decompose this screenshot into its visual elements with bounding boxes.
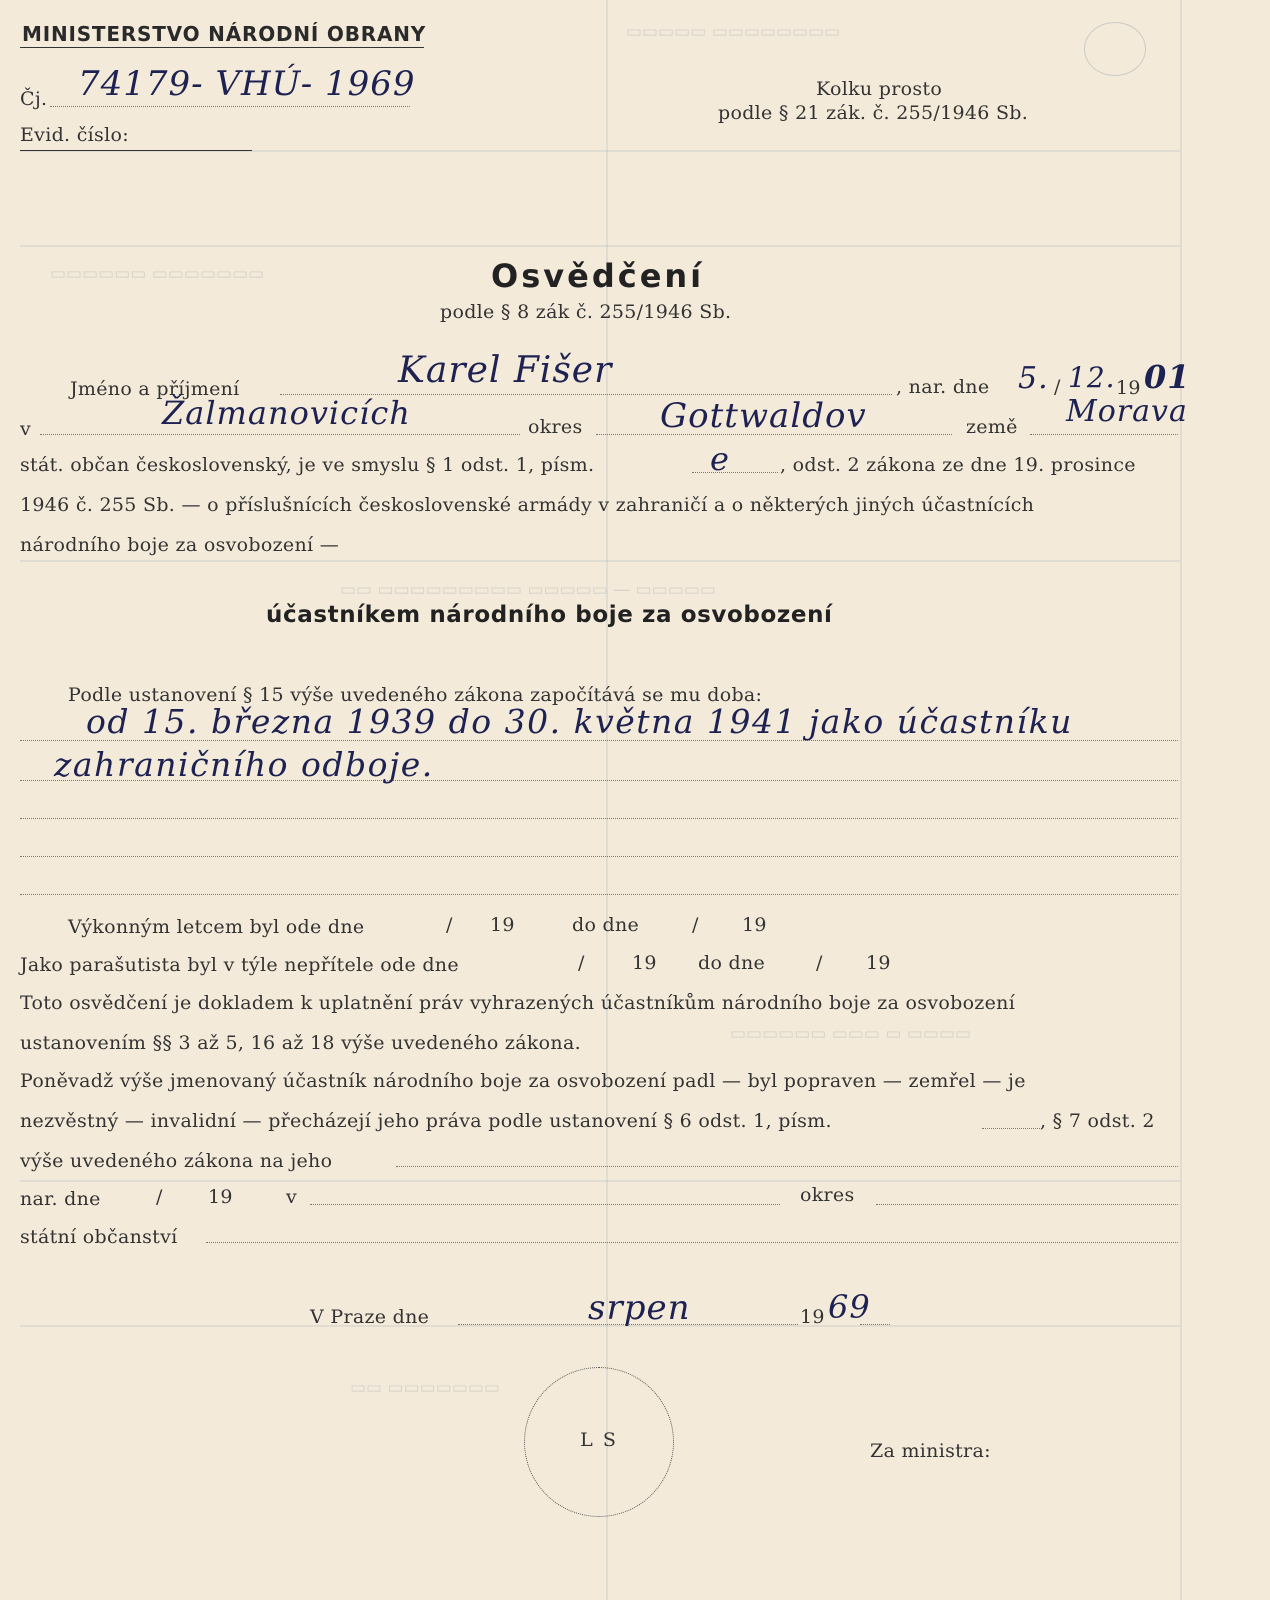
rights-line4-a: nezvěstný — invalidní — přecházejí jeho práva podle ustanovení § 6 odst. 1, písm. <box>20 1110 832 1132</box>
rights-letter-line <box>982 1128 1040 1129</box>
pilot-until-year: 19 <box>742 914 767 936</box>
pilot-label: Výkonným letcem byl ode dne <box>68 916 365 938</box>
show-through-text: ▭▭▭▭▭▭ ▭▭▭▭▭▭▭ <box>50 264 265 284</box>
evid-label: Evid. číslo: <box>20 124 129 146</box>
born-month: 12. <box>1068 361 1116 394</box>
rights-line2: ustanovením §§ 3 až 5, 16 až 18 výše uvedeného zákona. <box>20 1032 581 1054</box>
show-through-line <box>20 245 1180 247</box>
counted-line-4 <box>20 856 1178 857</box>
para-until-label: do dne <box>698 952 766 974</box>
counted-label: Podle ustanovení § 15 výše uvedeného zákona započítává se mu doba: <box>68 684 763 706</box>
cj-field-line <box>50 106 410 107</box>
letter-value: e <box>710 440 730 478</box>
heir-name-line <box>396 1166 1178 1167</box>
pilot-from-year: 19 <box>490 914 515 936</box>
ministry-underline <box>20 47 424 48</box>
statement-line1-b: , odst. 2 zákona ze dne 19. prosince <box>780 454 1136 476</box>
born-year: 01 <box>1144 358 1191 396</box>
signoff-year: 69 <box>828 1288 871 1326</box>
show-through-text: ▭▭▭▭▭▭ ▭▭▭ ▭ ▭▭▭▭ <box>730 1024 972 1044</box>
country-value: Morava <box>1066 394 1188 429</box>
stamp-note-line2: podle § 21 zák. č. 255/1946 Sb. <box>718 102 1029 124</box>
born-label: , nar. dne <box>896 376 990 398</box>
name-value: Karel Fišer <box>398 350 613 391</box>
certificate-subtitle: podle § 8 zák č. 255/1946 Sb. <box>440 301 732 323</box>
show-through-text: ▭▭▭▭▭ ▭▭▭▭▭▭▭▭ <box>626 22 841 42</box>
counted-line-5 <box>20 894 1178 895</box>
counted-hand-line2: zahraničního odboje. <box>54 745 434 784</box>
place-label: v <box>20 418 32 440</box>
cj-label: Čj. <box>20 88 48 110</box>
for-minister-label: Za ministra: <box>870 1440 991 1462</box>
signoff-year-line <box>860 1324 890 1325</box>
pilot-until-label: do dne <box>572 914 640 936</box>
born-day: 5. <box>1018 361 1049 396</box>
heir-born-slash: / <box>156 1186 163 1208</box>
seal-text: L S <box>580 1429 618 1451</box>
heir-district-line <box>876 1204 1178 1205</box>
ministry-name: MINISTERSTVO NÁRODNÍ OBRANY <box>22 22 427 46</box>
para-until-slash: / <box>816 952 823 974</box>
heir-place-line <box>310 1204 780 1205</box>
show-through-line <box>1180 0 1182 1600</box>
stamp-note-line1: Kolku prosto <box>816 78 943 100</box>
country-label: země <box>966 416 1018 438</box>
rights-line4-b: , § 7 odst. 2 <box>1040 1110 1155 1132</box>
statement-line3: národního boje za osvobození — <box>20 534 340 556</box>
pilot-until-slash: / <box>692 914 699 936</box>
show-through-line <box>606 0 608 1600</box>
born-slash: / <box>1054 376 1061 398</box>
signoff-month: srpen <box>588 1288 691 1328</box>
born-year-prefix: 19 <box>1116 377 1141 399</box>
counted-line-3 <box>20 818 1178 819</box>
show-through-line <box>20 1180 1180 1182</box>
cj-value: 74179- VHÚ- 1969 <box>78 64 416 104</box>
para-from-year: 19 <box>632 952 657 974</box>
heir-citizenship-label: státní občanství <box>20 1226 178 1248</box>
signoff-place-label: V Praze dne <box>310 1306 430 1328</box>
country-field-line <box>1030 434 1178 435</box>
rights-line5: výše uvedeného zákona na jeho <box>20 1150 333 1172</box>
name-label: Jméno a příjmení <box>70 378 240 400</box>
para-from-slash: / <box>578 952 585 974</box>
heir-citizenship-line <box>206 1242 1178 1243</box>
place-field-line <box>40 434 520 435</box>
show-through-page-number <box>1084 22 1146 76</box>
heir-born-year: 19 <box>208 1186 233 1208</box>
para-until-year: 19 <box>866 952 891 974</box>
letter-field-line <box>692 472 778 473</box>
pilot-from-slash: / <box>446 914 453 936</box>
show-through-line <box>20 560 1180 562</box>
district-label: okres <box>528 416 583 438</box>
counted-hand-line1: od 15. března 1939 do 30. května 1941 jako účastníku <box>86 702 1073 741</box>
paratrooper-label: Jako parašutista byl v týle nepřítele ode dne <box>20 954 459 976</box>
rights-line3: Poněvadž výše jmenovaný účastník národního boje za osvobození padl — byl popraven — zemřel — je <box>20 1070 1026 1092</box>
district-value: Gottwaldov <box>660 396 867 436</box>
heir-place-label: v <box>286 1186 298 1208</box>
show-through-text: ▭▭ ▭▭▭▭▭▭▭▭▭ ▭▭▭▭▭ — ▭▭▭▭▭ <box>340 580 716 600</box>
certificate-title: Osvědčení <box>491 257 705 295</box>
evid-underline <box>20 150 252 151</box>
statement-line1-a: stát. občan československý, je ve smyslu § 1 odst. 1, písm. <box>20 454 595 476</box>
rights-line1: Toto osvědčení je dokladem k uplatnění práv vyhrazených účastníkům národního boje za osvobození <box>20 992 1016 1014</box>
official-seal <box>524 1367 674 1517</box>
status-heading: účastníkem národního boje za osvobození <box>266 602 833 628</box>
heir-born-label: nar. dne <box>20 1188 101 1210</box>
signoff-year-prefix: 19 <box>800 1306 825 1328</box>
show-through-text: ▭▭ ▭▭▭▭▭▭▭ <box>350 1378 500 1398</box>
place-value: Žalmanovicích <box>162 394 411 432</box>
statement-line2: 1946 č. 255 Sb. — o příslušnících československé armády v zahraničí a o některých jiných účastnících <box>20 494 1035 516</box>
heir-district-label: okres <box>800 1184 855 1206</box>
